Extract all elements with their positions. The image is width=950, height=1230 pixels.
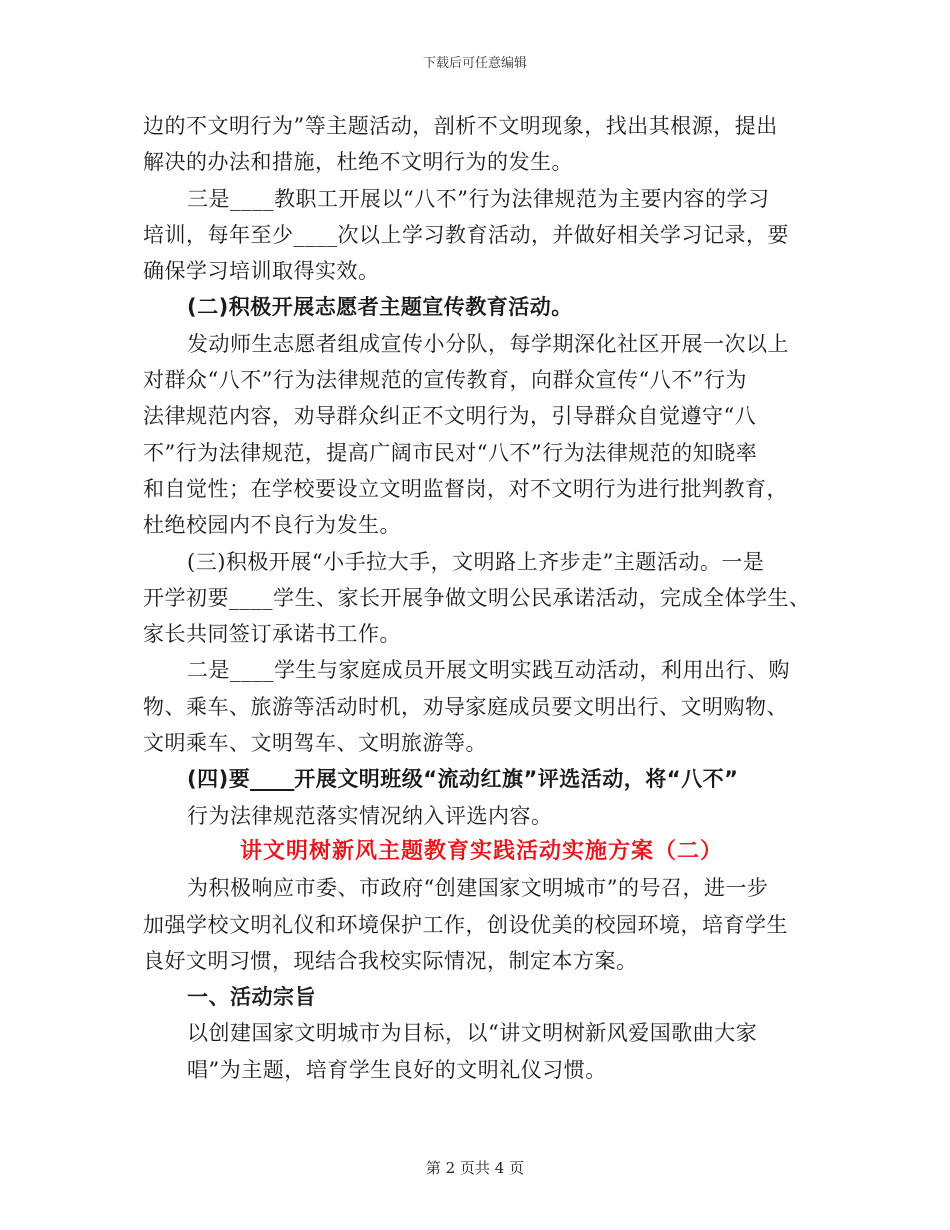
- paragraph-line: 法律规范内容，劝导群众纠正不文明行为，引导群众自觉遵守“八: [143, 404, 757, 429]
- paragraph-line: 以创建国家文明城市为目标，以“讲文明树新风爱国歌曲大家: [187, 1021, 758, 1046]
- paragraph-line: 对群众“八不”行为法律规范的宣传教育，向群众宣传“八不”行为: [143, 368, 747, 393]
- paragraph-line: 杜绝校园内不良行为发生。: [143, 513, 401, 538]
- paragraph-line: 唱”为主题，培育学生良好的文明礼仪习惯。: [187, 1057, 607, 1082]
- blank-underline: ____: [250, 767, 295, 792]
- paragraph-line: 解决的办法和措施，杜绝不文明行为的发生。: [143, 150, 573, 175]
- paragraph-line: 家长共同签订承诺书工作。: [143, 622, 401, 647]
- section-heading: [143, 761, 808, 797]
- heading-text: (四)要: [187, 767, 251, 792]
- document-body: [143, 108, 811, 1088]
- paragraph-line: 发动师生志愿者组成宣传小分队，每学期深化社区开展一次以上: [187, 331, 789, 356]
- paragraph-line: 确保学习培训取得实效。: [143, 259, 380, 284]
- paragraph-line: 开学初要____学生、家长开展争做文明公民承诺活动，完成全体学生、: [143, 585, 811, 610]
- paragraph-line: 边的不文明行为”等主题活动，剖析不文明现象，找出其根源，提出: [143, 114, 778, 138]
- paragraph-line: 行为法律规范落实情况纳入评选内容。: [187, 803, 553, 828]
- section-heading: 一、活动宗旨: [187, 985, 316, 1010]
- section-heading: (二)积极开展志愿者主题宣传教育活动。: [187, 295, 573, 320]
- paragraph-line: 培训，每年至少____次以上学习教育活动，并做好相关学习记录，要: [143, 222, 789, 247]
- page-header: 下载后可任意编辑: [422, 56, 527, 71]
- document-title: 讲文明树新风主题教育实践活动实施方案（二）: [240, 838, 724, 864]
- paragraph-line: 为积极响应市委、市政府“创建国家文明城市”的号召，进一步: [187, 876, 769, 901]
- paragraph-line: 二是____学生与家庭成员开展文明实践互动活动，利用出行、购: [187, 658, 790, 683]
- heading-text: 开展文明班级“流动红旗”评选活动，将“八不”: [294, 767, 739, 792]
- paragraph-line: 加强学校文明礼仪和环境保护工作，创设优美的校园环境，培育学生: [143, 912, 788, 937]
- paragraph-line: 和自觉性；在学校要设立文明监督岗，对不文明行为进行批判教育，: [143, 476, 788, 501]
- paragraph-line: 良好文明习惯，现结合我校实际情况，制定本方案。: [143, 948, 638, 973]
- paragraph-line: 物、乘车、旅游等活动时机，劝导家庭成员要文明出行、文明购物、: [143, 694, 788, 719]
- paragraph-line: 文明乘车、文明驾车、文明旅游等。: [143, 731, 487, 756]
- paragraph-line: (三)积极开展“小手拉大手，文明路上齐步走”主题活动。一是: [187, 549, 765, 574]
- page-footer: 第 2 页共 4 页: [425, 1159, 525, 1177]
- paragraph-line: 不”行为法律规范，提高广阔市民对“八不”行为法律规范的知晓率: [143, 440, 758, 465]
- paragraph-line: 三是____教职工开展以“八不”行为法律规范为主要内容的学习: [187, 186, 770, 211]
